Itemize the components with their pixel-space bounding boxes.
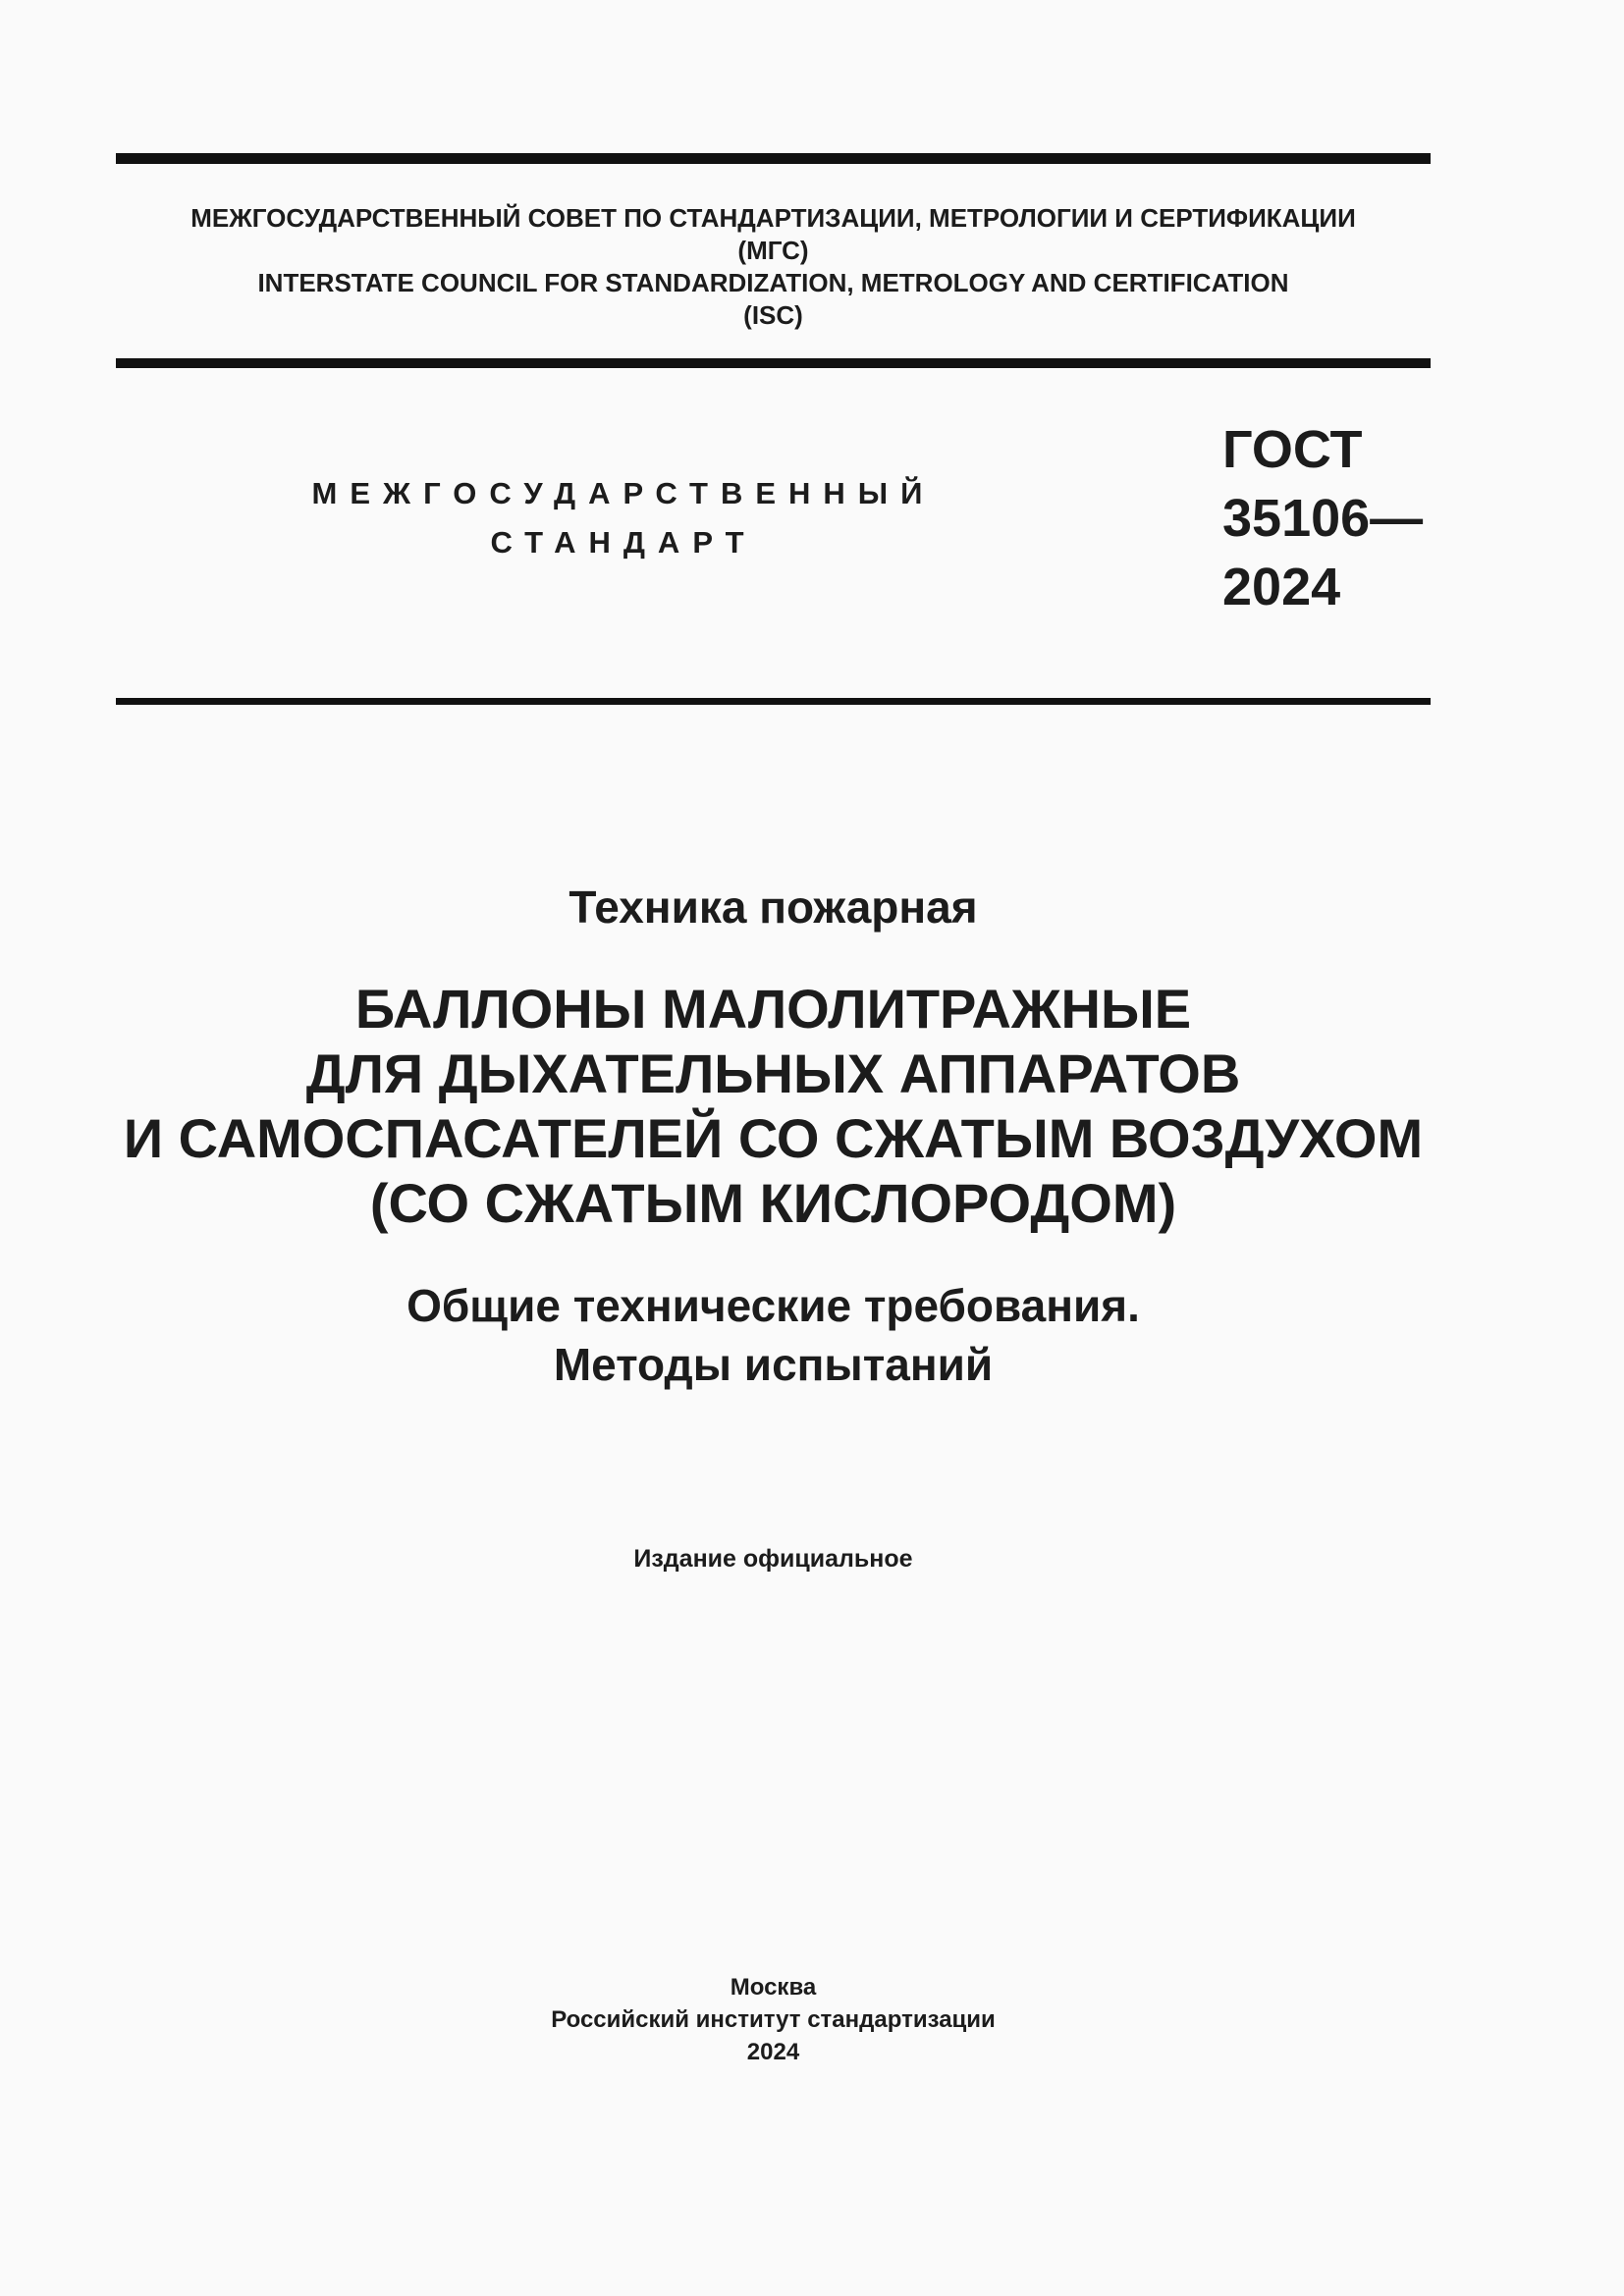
lower-rule	[116, 698, 1431, 705]
standard-type-line2: СТАНДАРТ	[490, 525, 757, 560]
designation-line3: 2024	[1222, 558, 1341, 616]
standard-designation	[1222, 415, 1423, 621]
title-line4: (СО СЖАТЫМ КИСЛОРОДОМ)	[369, 1172, 1177, 1234]
council-name-ru: МЕЖГОСУДАРСТВЕННЫЙ СОВЕТ ПО СТАНДАРТИЗАЦИИ, МЕТРОЛОГИИ И СЕРТИФИКАЦИИ	[190, 203, 1356, 233]
subtitle-line2: Методы испытаний	[553, 1339, 994, 1390]
imprint-publisher: Российский институт стандартизации	[551, 2006, 996, 2033]
designation-line2: 35106—	[1222, 489, 1424, 548]
edition-note: Издание официальное	[633, 1545, 913, 1573]
subject-heading: Техника пожарная	[568, 881, 978, 933]
council-name-en: INTERSTATE COUNCIL FOR STANDARDIZATION, METROLOGY AND CERTIFICATION	[257, 268, 1289, 297]
standard-type	[285, 469, 962, 567]
top-rule	[116, 153, 1431, 164]
subtitle-line1: Общие технические требования.	[406, 1280, 1140, 1331]
middle-rule	[116, 358, 1431, 368]
council-header	[116, 202, 1431, 332]
standard-type-line1: МЕЖГОСУДАРСТВЕННЫЙ	[311, 476, 936, 510]
council-abbr-en: (ISC)	[743, 300, 803, 330]
title-line2: ДЛЯ ДЫХАТЕЛЬНЫХ АППАРАТОВ	[305, 1042, 1241, 1104]
imprint-year: 2024	[746, 2039, 800, 2065]
imprint	[116, 1971, 1431, 2068]
document-subtitle	[116, 1276, 1431, 1394]
title-line1: БАЛЛОНЫ МАЛОЛИТРАЖНЫЕ	[354, 978, 1192, 1040]
imprint-city: Москва	[730, 1974, 817, 2001]
council-abbr-ru: (МГС)	[737, 236, 809, 265]
designation-line1: ГОСТ	[1222, 420, 1363, 479]
title-line3: И САМОСПАСАТЕЛЕЙ СО СЖАТЫМ ВОЗДУХОМ	[123, 1107, 1424, 1169]
document-title	[116, 977, 1431, 1236]
